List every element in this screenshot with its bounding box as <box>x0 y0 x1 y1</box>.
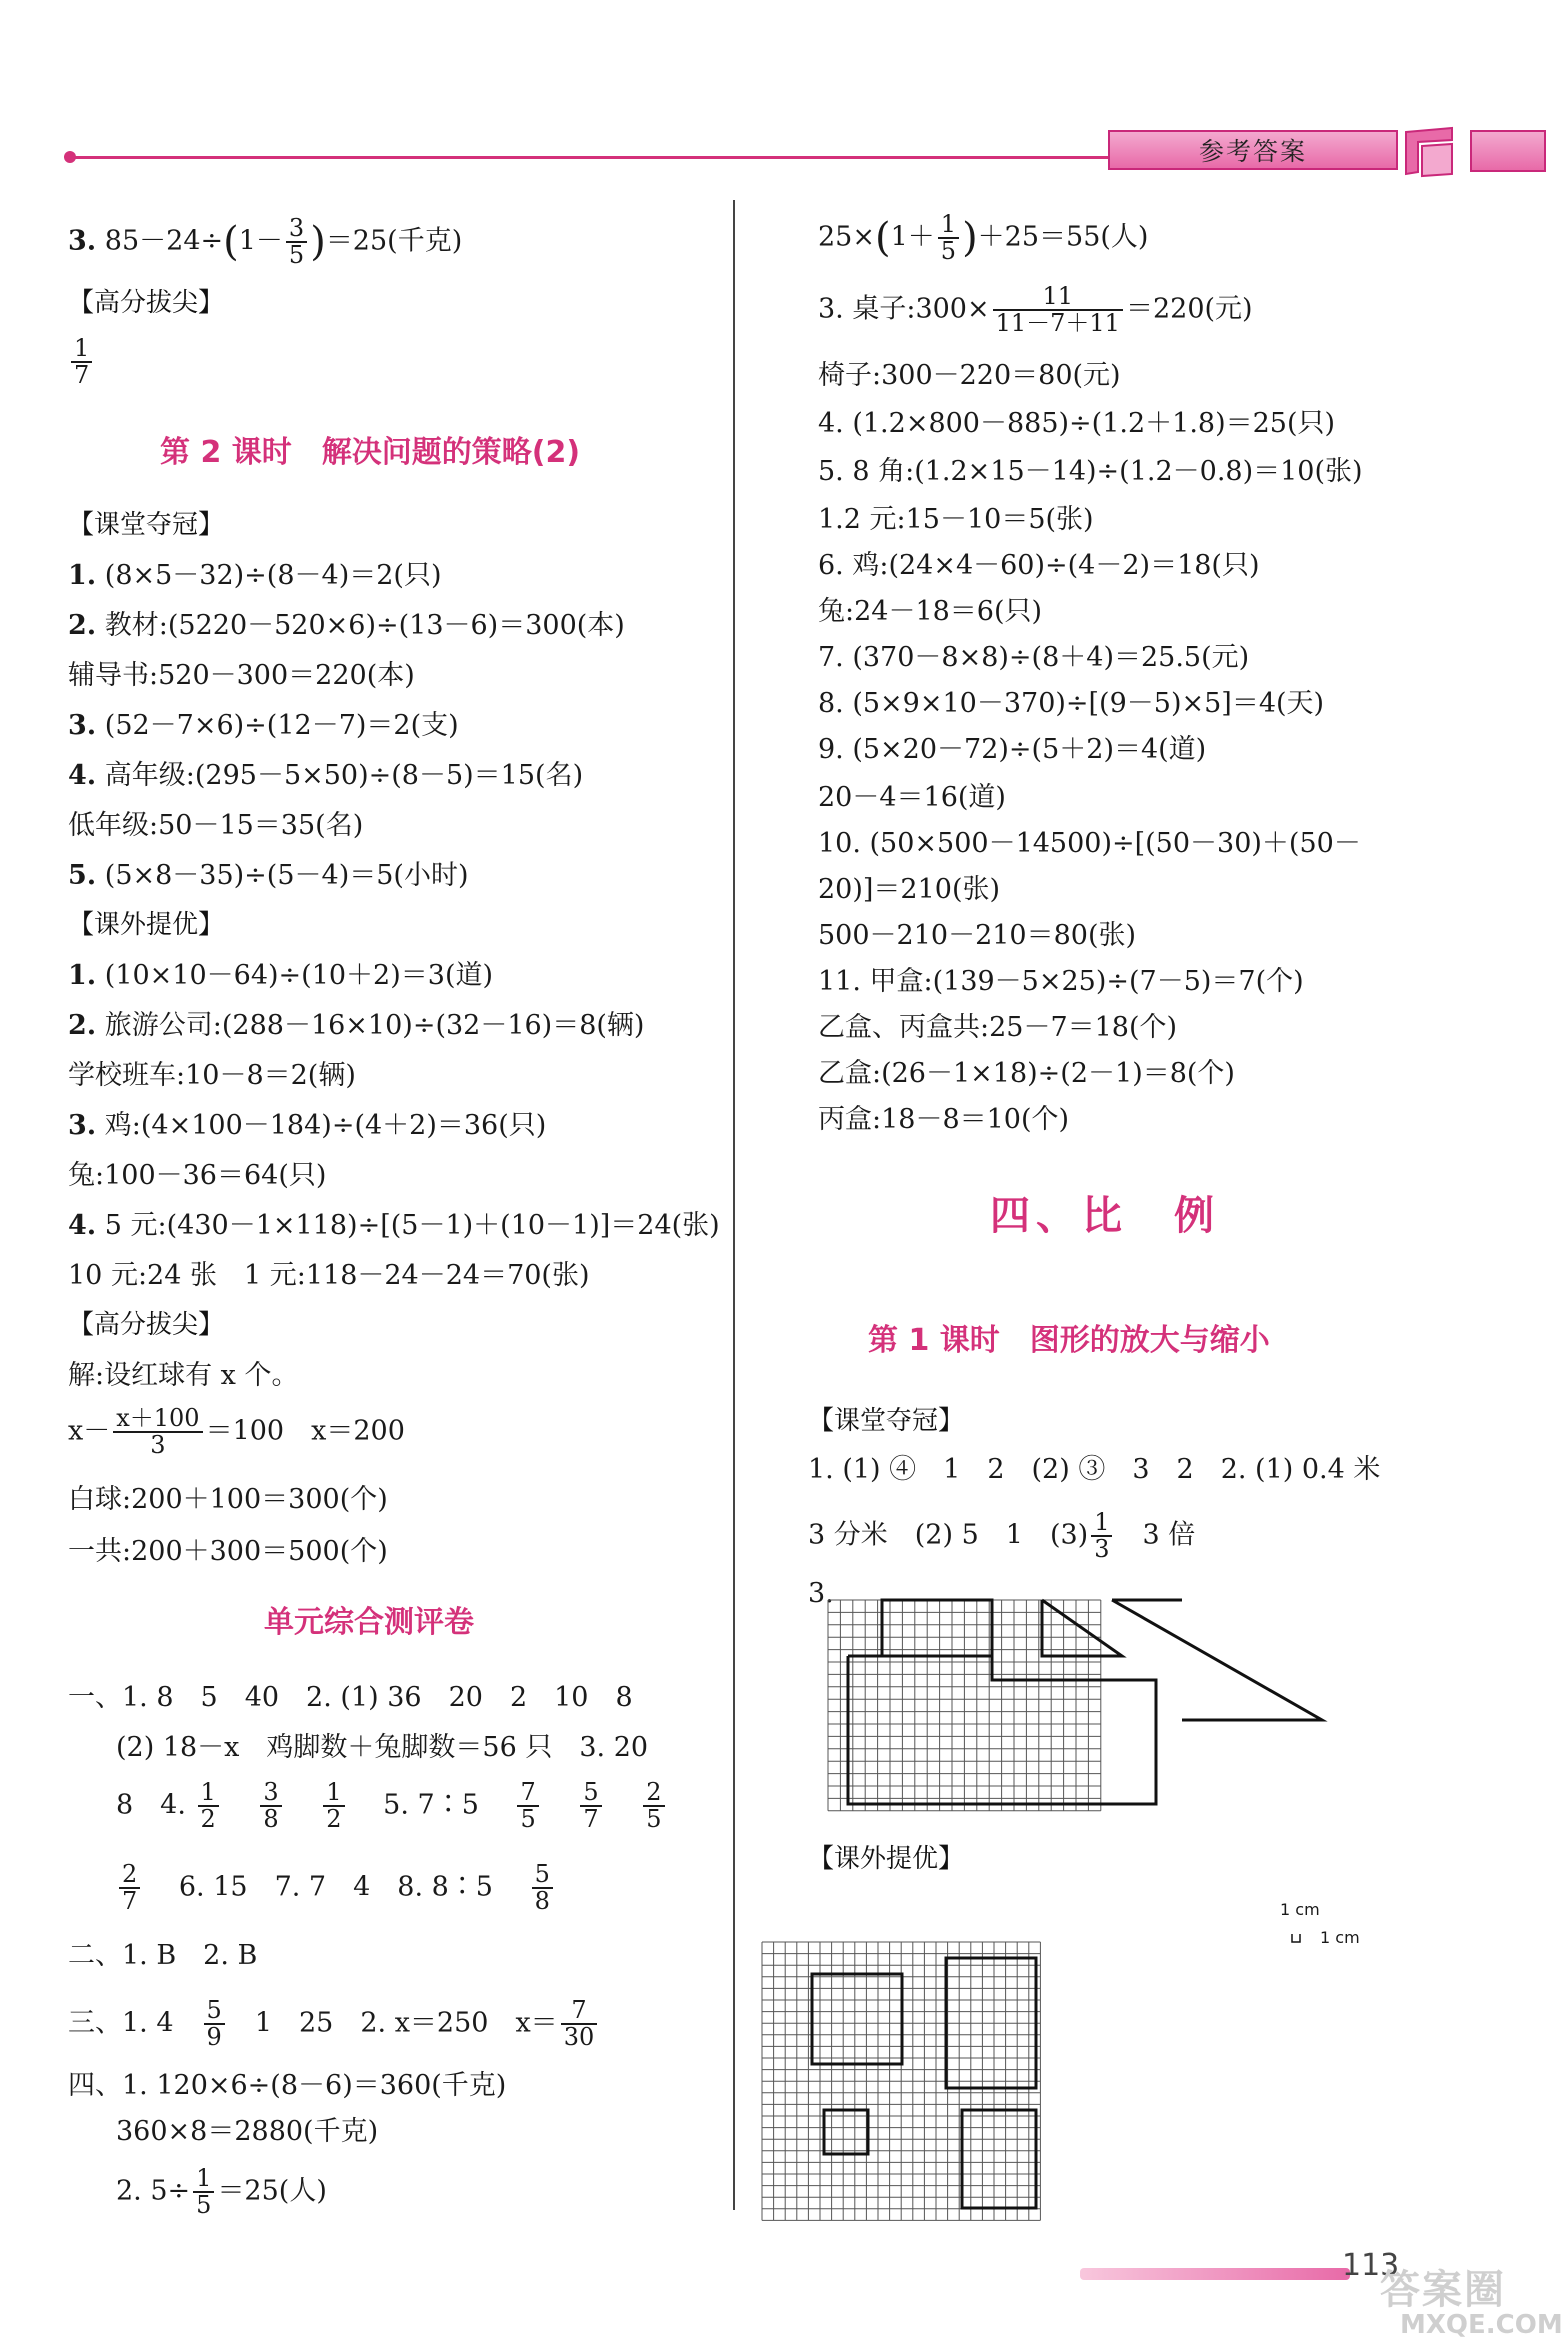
answer-line: 360×8＝2880(千克) <box>116 2116 379 2147</box>
answer-line: 1. (1) ④ 1 2 (2) ③ 3 2 2. (1) 0.4 米 <box>808 1454 1381 1485</box>
header-tab-label: 参考答案 <box>1198 137 1307 166</box>
answer-line: 兔:24－18＝6(只) <box>818 596 1043 627</box>
answer-line: 2. 旅游公司:(288－16×10)÷(32－16)＝8(辆) <box>68 1010 645 1041</box>
answer-line: 8. (5×9×10－370)÷[(9－5)×5]＝4(天) <box>818 688 1325 719</box>
section-title: 单元综合测评卷 <box>264 1605 474 1640</box>
section-label: 【课外提优】 <box>808 1844 965 1874</box>
header-tab <box>1108 130 1398 170</box>
section-label: 【高分拔尖】 <box>68 1310 225 1340</box>
answer-line: $\frac{2}{7}$ 6. 15 7. 7 4 8. 8∶5 $\frac{5}{8}$ <box>116 1862 556 1914</box>
answer-fraction: $\frac{1}{7}$ <box>68 336 95 388</box>
answer-line: 3. 85－24÷(1－ $\frac{3}{5}$ )＝25(千克) <box>68 214 463 270</box>
answer-line: 辅导书:520－300＝220(本) <box>68 660 415 691</box>
answer-line: 20)]＝210(张) <box>818 874 1001 905</box>
lesson-title: 第 1 课时 图形的放大与缩小 <box>868 1323 1270 1358</box>
answer-line: 2. 教材:(5220－520×6)÷(13－6)＝300(本) <box>68 610 625 641</box>
answer-line: 11. 甲盒:(139－5×25)÷(7－5)＝7(个) <box>818 966 1304 997</box>
answer-line: 1. (8×5－32)÷(8－4)＝2(只) <box>68 560 442 591</box>
answer-line: 2. 5÷ $\frac{1}{5}$ ＝25(人) <box>116 2164 327 2220</box>
answer-line: 5. 8 角:(1.2×15－14)÷(1.2－0.8)＝10(张) <box>818 456 1363 487</box>
answer-line: 4. (1.2×800－885)÷(1.2＋1.8)＝25(只) <box>818 408 1336 439</box>
answer-line: 乙盒、丙盒共:25－7＝18(个) <box>818 1012 1178 1043</box>
chapter-title: 四、比 例 <box>990 1193 1220 1239</box>
section-label: 【课堂夺冠】 <box>68 510 225 540</box>
answer-line: 9. (5×20－72)÷(5＋2)＝4(道) <box>818 734 1207 765</box>
answer-line: x－ $\frac{x+100}{3}$ ＝100 x＝200 <box>68 1404 405 1460</box>
answer-line: 8 4. $\frac{1}{2}$ $\frac{3}{8}$ $\frac{1}{2}$ 5. 7∶5 $\frac{7}{5}$ $\frac{5}{7}$ $\frac{2}{5}$ <box>116 1780 668 1832</box>
scale-label-vertical: 1 cm <box>1320 1928 1360 1947</box>
scale-drawing-grid-figure <box>760 1932 1320 2232</box>
watermark-logo: 答案圈 <box>1380 2267 1506 2313</box>
answer-line: 解:设红球有 x 个。 <box>68 1360 299 1391</box>
answer-line: 4. 高年级:(295－5×50)÷(8－5)＝15(名) <box>68 760 584 791</box>
watermark-url: MXQE.COM <box>1400 2310 1563 2340</box>
answer-line: 3. 桌子:300× $\frac{11}{11-7+11}$ ＝220(元) <box>818 282 1253 338</box>
answer-line: 3. (52－7×6)÷(12－7)＝2(支) <box>68 710 459 741</box>
column-divider <box>733 200 735 2210</box>
answer-line: 4. 5 元:(430－1×118)÷[(5－1)＋(10－1)]＝24(张) <box>68 1210 720 1241</box>
answer-line: 25×(1＋ $\frac{1}{5}$ )＋25＝55(人) <box>818 210 1149 266</box>
answer-line: 二、1. B 2. B <box>68 1940 258 1971</box>
answer-line: 3. 鸡:(4×100－184)÷(4＋2)＝36(只) <box>68 1110 547 1141</box>
enlargement-grid-figure <box>818 1590 1378 1820</box>
answer-line: 20－4＝16(道) <box>818 782 1006 813</box>
answer-line: 低年级:50－15＝35(名) <box>68 810 364 841</box>
answer-line: 椅子:300－220＝80(元) <box>818 360 1121 391</box>
answer-line: 1.2 元:15－10＝5(张) <box>818 504 1094 535</box>
section-label: 【高分拔尖】 <box>68 288 225 318</box>
answer-line: 乙盒:(26－1×18)÷(2－1)＝8(个) <box>818 1058 1235 1089</box>
answer-line: 兔:100－36＝64(只) <box>68 1160 327 1191</box>
header-bookmark-icon <box>1400 122 1458 180</box>
lesson-title: 第 2 课时 解决问题的策略(2) <box>160 435 581 470</box>
answer-line: 学校班车:10－8＝2(辆) <box>68 1060 356 1091</box>
answer-line: 四、1. 120×6÷(8－6)＝360(千克) <box>68 2070 507 2101</box>
answer-line: 三、1. 4 $\frac{5}{9}$ 1 25 2. x＝250 x＝ $\frac{7}{30}$ <box>68 1998 600 2050</box>
answer-line: 一、1. 8 5 40 2. (1) 36 20 2 10 8 <box>68 1682 633 1713</box>
answer-line: 7. (370－8×8)÷(8＋4)＝25.5(元) <box>818 642 1250 673</box>
scale-label-horizontal: 1 cm <box>1280 1900 1320 1919</box>
page-number: 113 <box>1342 2248 1400 2283</box>
answer-line: 1. (10×10－64)÷(10＋2)＝3(道) <box>68 960 494 991</box>
footer-bar <box>1080 2268 1350 2280</box>
section-label: 【课堂夺冠】 <box>808 1406 965 1436</box>
answer-line: 10. (50×500－14500)÷[(50－30)＋(50－ <box>818 828 1361 859</box>
answer-line: 3 分米 (2) 5 1 (3) $\frac{1}{3}$ 3 倍 <box>808 1508 1196 1564</box>
answer-line: (2) 18－x 鸡脚数＋兔脚数＝56 只 3. 20 <box>116 1732 649 1763</box>
header-tab-right <box>1470 130 1546 172</box>
answer-line: 白球:200＋100＝300(个) <box>68 1484 388 1515</box>
answer-line: 500－210－210＝80(张) <box>818 920 1137 951</box>
answer-line: 10 元:24 张 1 元:118－24－24＝70(张) <box>68 1260 590 1291</box>
section-label: 【课外提优】 <box>68 910 225 940</box>
answer-line: 一共:200＋300＝500(个) <box>68 1536 388 1567</box>
answer-line: 丙盒:18－8＝10(个) <box>818 1104 1070 1135</box>
answer-line: 3. <box>808 1578 834 1609</box>
answer-line: 6. 鸡:(24×4－60)÷(4－2)＝18(只) <box>818 550 1260 581</box>
answer-line: 5. (5×8－35)÷(5－4)＝5(小时) <box>68 860 469 891</box>
header-rule <box>70 156 1110 159</box>
